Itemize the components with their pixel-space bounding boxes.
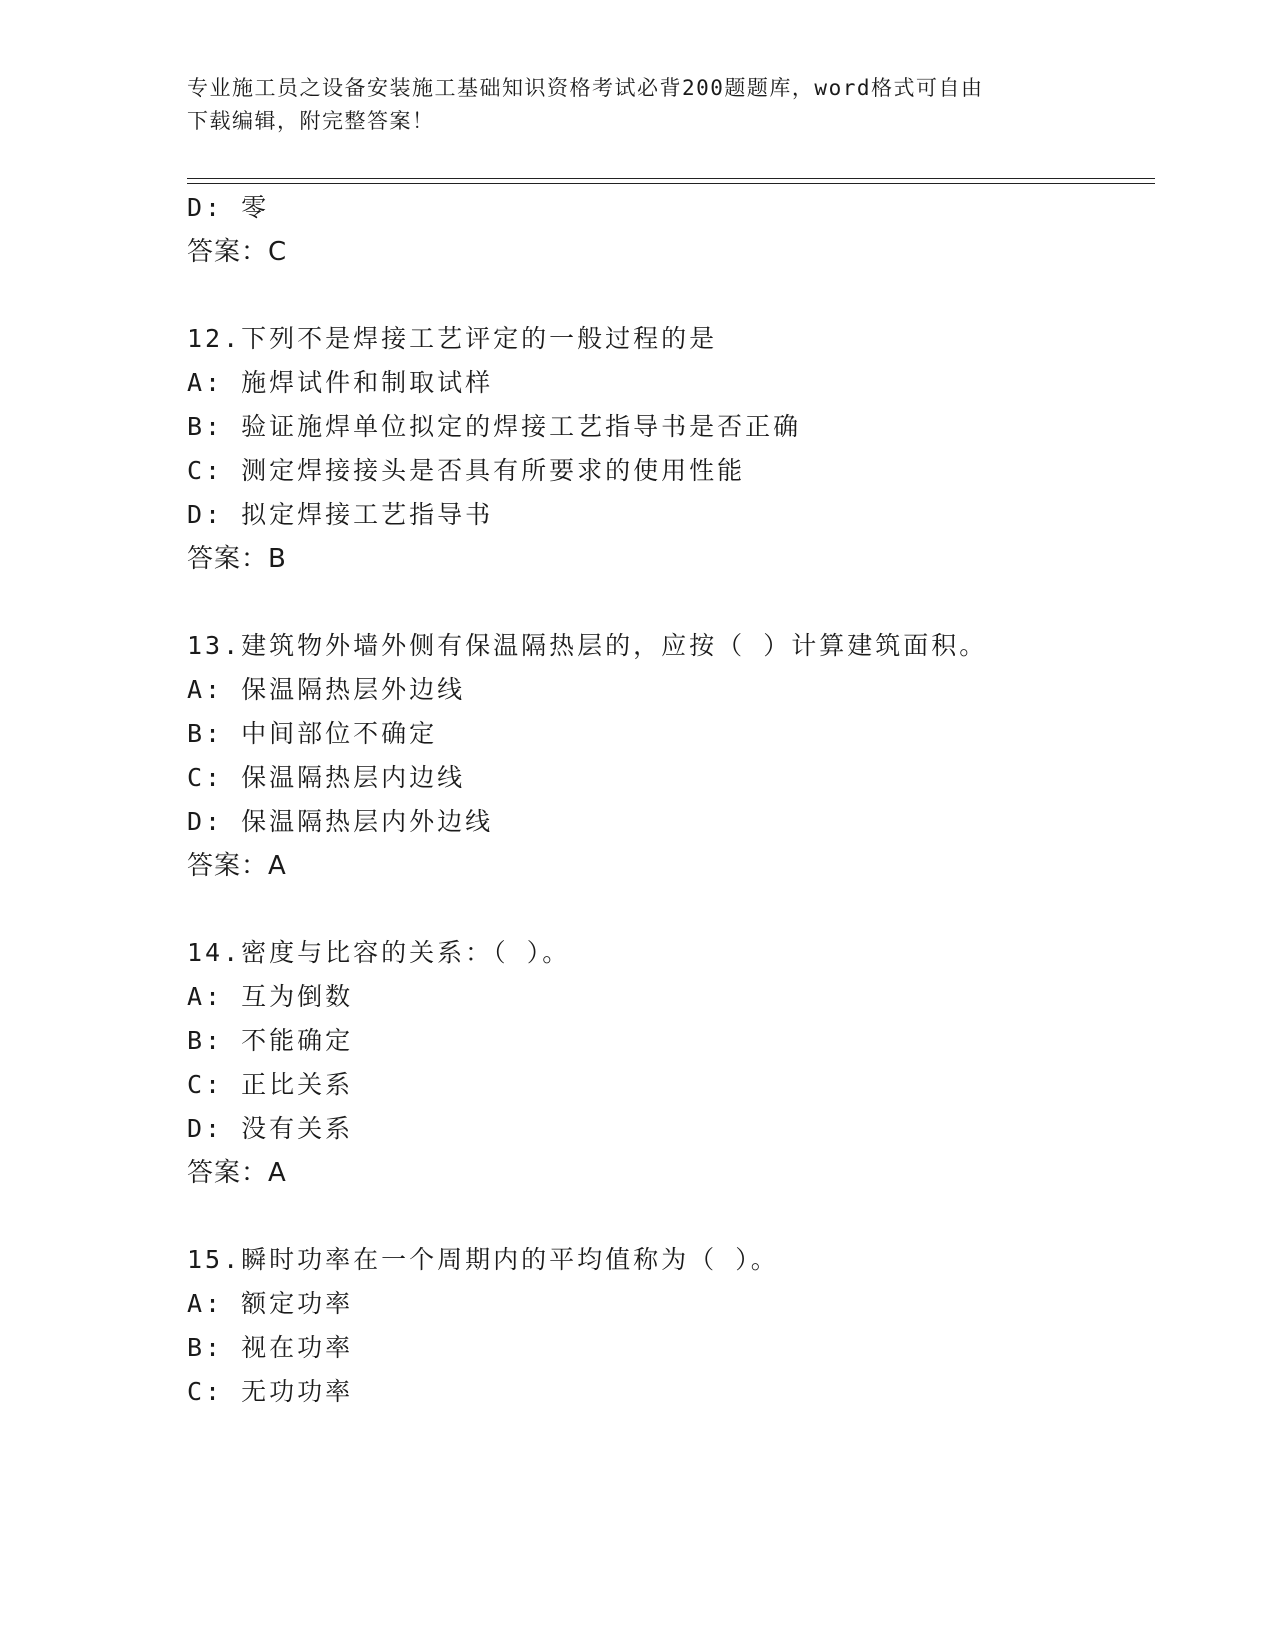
option-b: B: 不能确定: [187, 1026, 354, 1055]
question-stem: 13.建筑物外墙外侧有保温隔热层的，应按（ ）计算建筑面积。: [187, 631, 988, 660]
option-a: A: 保温隔热层外边线: [187, 675, 466, 704]
option-b: B: 验证施焊单位拟定的焊接工艺指导书是否正确: [187, 412, 802, 441]
header-line-2: 下载编辑，附完整答案！: [187, 109, 435, 133]
option-c: C: 无功功率: [187, 1377, 354, 1406]
option-b: B: 中间部位不确定: [187, 719, 438, 748]
prev-option-d: D: 零: [187, 193, 270, 222]
header-divider-bottom: [187, 183, 1155, 184]
option-a: A: 互为倒数: [187, 982, 354, 1011]
option-c: C: 测定焊接接头是否具有所要求的使用性能: [187, 456, 746, 485]
option-a: A: 施焊试件和制取试样: [187, 368, 494, 397]
option-d: D: 保温隔热层内外边线: [187, 807, 494, 836]
prev-answer: 答案：C: [187, 237, 288, 267]
option-a: A: 额定功率: [187, 1289, 354, 1318]
header-line-1: 专业施工员之设备安装施工基础知识资格考试必背200题题库，word格式可自由: [187, 76, 984, 100]
answer: 答案：A: [187, 1158, 287, 1188]
option-d: D: 拟定焊接工艺指导书: [187, 500, 494, 529]
question-stem: 15.瞬时功率在一个周期内的平均值称为（ ）。: [187, 1245, 779, 1274]
option-d: D: 没有关系: [187, 1114, 354, 1143]
question-stem: 12.下列不是焊接工艺评定的一般过程的是: [187, 324, 718, 353]
header-divider-top: [187, 178, 1155, 179]
answer: 答案：B: [187, 544, 287, 574]
option-b: B: 视在功率: [187, 1333, 354, 1362]
option-c: C: 保温隔热层内边线: [187, 763, 466, 792]
document-header: [187, 72, 1087, 138]
question-stem: 14.密度与比容的关系：（ ）。: [187, 938, 571, 967]
option-c: C: 正比关系: [187, 1070, 354, 1099]
answer: 答案：A: [187, 851, 287, 881]
